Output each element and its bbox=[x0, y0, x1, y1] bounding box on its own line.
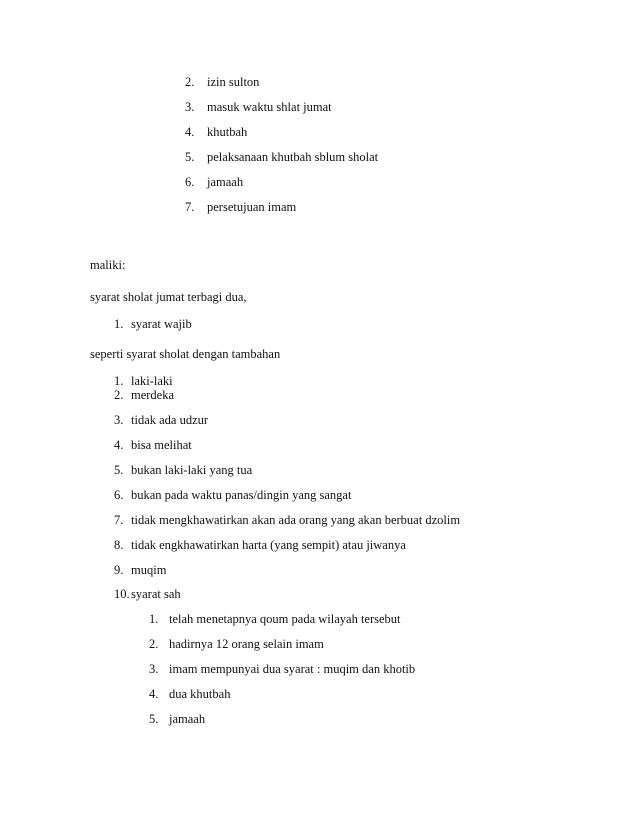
maliki-heading: maliki: bbox=[90, 258, 126, 272]
seperti-paragraph: seperti syarat sholat dengan tambahan bbox=[90, 347, 281, 361]
top-list-item: jamaah bbox=[207, 175, 244, 189]
wajib-list-item: bukan laki-laki yang tua bbox=[131, 463, 253, 477]
sah-list-item: hadirnya 12 orang selain imam bbox=[169, 637, 324, 651]
wajib-item-number: 1. bbox=[114, 317, 124, 331]
sah-list-number: 2. bbox=[149, 637, 159, 651]
wajib-list-item: merdeka bbox=[131, 388, 175, 402]
top-list-number: 5. bbox=[185, 150, 195, 164]
wajib-list-item: syarat sah bbox=[131, 587, 181, 601]
wajib-list-number: 6. bbox=[114, 488, 124, 502]
intro-paragraph: syarat sholat jumat terbagi dua, bbox=[90, 290, 247, 304]
sah-list-number: 5. bbox=[149, 712, 159, 726]
wajib-list-item: bukan pada waktu panas/dingin yang sangat bbox=[131, 488, 352, 502]
top-list-item: izin sulton bbox=[207, 75, 260, 89]
wajib-list-item: tidak mengkhawatirkan akan ada orang yang akan berbuat dzolim bbox=[131, 513, 461, 527]
sah-list-item: jamaah bbox=[169, 712, 206, 726]
wajib-list-number: 4. bbox=[114, 438, 124, 452]
top-list-item: khutbah bbox=[207, 125, 248, 139]
sah-list-number: 4. bbox=[149, 687, 159, 701]
sah-list-item: dua khutbah bbox=[169, 687, 231, 701]
wajib-list-number: 8. bbox=[114, 538, 124, 552]
sah-list-item: imam mempunyai dua syarat : muqim dan khotib bbox=[169, 662, 416, 676]
sah-list-item: telah menetapnya qoum pada wilayah tersebut bbox=[169, 612, 401, 626]
wajib-list-number: 2. bbox=[114, 388, 124, 402]
top-list-item: persetujuan imam bbox=[207, 200, 297, 214]
top-list-item: masuk waktu shlat jumat bbox=[207, 100, 332, 114]
wajib-list-number: 1. bbox=[114, 374, 124, 388]
wajib-list-number: 7. bbox=[114, 513, 124, 527]
wajib-list-item: tidak ada udzur bbox=[131, 413, 209, 427]
top-list-item: pelaksanaan khutbah sblum sholat bbox=[207, 150, 379, 164]
wajib-list-item: tidak engkhawatirkan harta (yang sempit) atau jiwanya bbox=[131, 538, 406, 552]
top-list-number: 3. bbox=[185, 100, 195, 114]
wajib-list-number: 3. bbox=[114, 413, 124, 427]
sah-list-number: 3. bbox=[149, 662, 159, 676]
wajib-list-item: laki-laki bbox=[131, 374, 173, 388]
wajib-list-item: bisa melihat bbox=[131, 438, 192, 452]
wajib-list-number: 9. bbox=[114, 563, 124, 577]
wajib-item-label: syarat wajib bbox=[131, 317, 192, 331]
wajib-list-item: muqim bbox=[131, 563, 167, 577]
top-list-number: 6. bbox=[185, 175, 195, 189]
sah-list-number: 1. bbox=[149, 612, 159, 626]
top-list-number: 7. bbox=[185, 200, 195, 214]
wajib-list-number: 5. bbox=[114, 463, 124, 477]
top-list-number: 4. bbox=[185, 125, 195, 139]
wajib-list-number: 10. bbox=[114, 587, 130, 601]
top-list-number: 2. bbox=[185, 75, 195, 89]
